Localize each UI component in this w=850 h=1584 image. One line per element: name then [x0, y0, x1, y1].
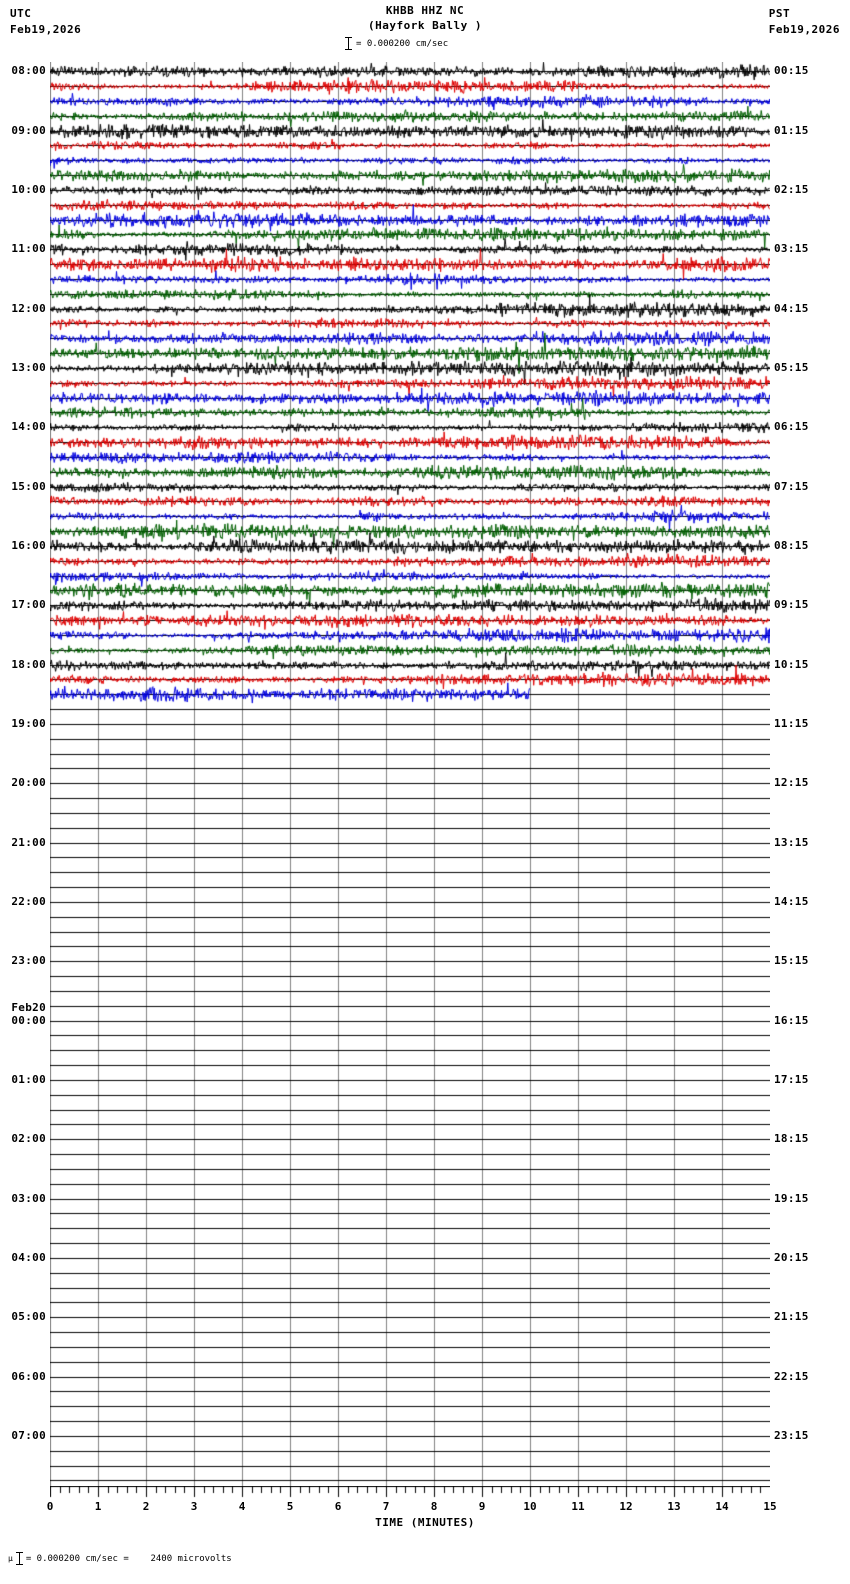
utc-time-label: 01:00	[11, 1072, 46, 1086]
pst-time-label: 03:15	[774, 242, 809, 256]
utc-time-label: 14:00	[11, 420, 46, 434]
x-tick-label: 6	[334, 1500, 342, 1513]
header-right-timezone: PST	[768, 7, 791, 20]
pst-time-label: 17:15	[774, 1072, 809, 1086]
x-tick-label: 0	[46, 1500, 54, 1513]
pst-time-label: 01:15	[774, 123, 809, 137]
micro-symbol: μ	[8, 1554, 13, 1563]
utc-time-label: 09:00	[11, 123, 46, 137]
pst-time-label: 21:15	[774, 1310, 809, 1324]
x-tick-label: 8	[430, 1500, 438, 1513]
utc-time-label: 22:00	[11, 894, 46, 908]
seismogram-plot	[50, 62, 770, 1486]
x-tick-label: 12	[619, 1500, 633, 1513]
x-tick-label: 2	[142, 1500, 150, 1513]
pst-time-label: 07:15	[774, 479, 809, 493]
x-tick-label: 3	[190, 1500, 198, 1513]
header-left-date: Feb19,2026	[10, 23, 82, 36]
pst-time-label: 09:15	[774, 598, 809, 612]
pst-time-label: 19:15	[774, 1191, 809, 1205]
footer-scale-note	[8, 1552, 232, 1565]
utc-time-label: 18:00	[11, 657, 46, 671]
header-scale-text: = 0.000200 cm/sec	[356, 38, 449, 49]
utc-time-label: 00:00	[11, 1013, 46, 1027]
utc-time-label: 10:00	[11, 182, 46, 196]
pst-time-label: 14:15	[774, 894, 809, 908]
pst-time-label: 10:15	[774, 657, 809, 671]
pst-time-label: 04:15	[774, 301, 809, 315]
x-tick-label: 4	[238, 1500, 246, 1513]
header-title-block	[0, 3, 850, 33]
x-tick-label: 1	[94, 1500, 102, 1513]
utc-time-label: 03:00	[11, 1191, 46, 1205]
utc-time-label: 21:00	[11, 835, 46, 849]
footer-scale-text: = 0.000200 cm/sec = 2400 microvolts	[25, 1553, 232, 1564]
utc-time-label: 15:00	[11, 479, 46, 493]
x-tick-label: 10	[523, 1500, 537, 1513]
utc-time-label: 06:00	[11, 1369, 46, 1383]
i-beam-scale-icon	[16, 1552, 23, 1565]
utc-time-label: 04:00	[11, 1250, 46, 1264]
pst-time-label: 00:15	[774, 64, 809, 78]
x-tick-label: 11	[571, 1500, 585, 1513]
station-location: (Hayfork Bally )	[368, 19, 482, 32]
x-tick-label: 14	[715, 1500, 729, 1513]
pst-time-label: 08:15	[774, 538, 809, 552]
station-title: KHBB HHZ NC	[385, 4, 465, 17]
header-scale-bar	[345, 37, 448, 50]
header-right-date: Feb19,2026	[768, 23, 840, 36]
utc-time-label: 13:00	[11, 360, 46, 374]
x-tick-label: 13	[667, 1500, 681, 1513]
pst-time-label: 15:15	[774, 954, 809, 968]
utc-time-label: 23:00	[11, 954, 46, 968]
x-axis-ticks	[50, 1486, 770, 1498]
pst-time-label: 22:15	[774, 1369, 809, 1383]
utc-time-label: 17:00	[11, 598, 46, 612]
i-beam-scale-icon	[345, 37, 352, 50]
pst-time-label: 23:15	[774, 1428, 809, 1442]
utc-time-label: 19:00	[11, 716, 46, 730]
utc-time-label: 05:00	[11, 1310, 46, 1324]
utc-time-label: 07:00	[11, 1428, 46, 1442]
x-tick-label: 5	[286, 1500, 294, 1513]
utc-time-label: 12:00	[11, 301, 46, 315]
pst-time-label: 18:15	[774, 1132, 809, 1146]
x-tick-label: 7	[382, 1500, 390, 1513]
utc-time-label: 02:00	[11, 1132, 46, 1146]
pst-time-label: 05:15	[774, 360, 809, 374]
seismogram-canvas	[50, 62, 770, 1486]
x-axis-title: TIME (MINUTES)	[375, 1516, 475, 1529]
pst-time-label: 02:15	[774, 182, 809, 196]
pst-time-label: 13:15	[774, 835, 809, 849]
utc-time-label: 08:00	[11, 64, 46, 78]
header-left-timezone: UTC	[10, 7, 32, 20]
utc-time-label: 16:00	[11, 538, 46, 552]
header-right-timezone-block	[769, 6, 840, 38]
pst-time-label: 16:15	[774, 1013, 809, 1027]
pst-time-label: 12:15	[774, 776, 809, 790]
pst-time-label: 11:15	[774, 716, 809, 730]
utc-day-marker-label: Feb20	[11, 1000, 46, 1014]
utc-time-label: 20:00	[11, 776, 46, 790]
pst-time-label: 06:15	[774, 420, 809, 434]
pst-time-label: 20:15	[774, 1250, 809, 1264]
x-tick-label: 15	[763, 1500, 777, 1513]
utc-time-label: 11:00	[11, 242, 46, 256]
x-tick-label: 9	[478, 1500, 486, 1513]
